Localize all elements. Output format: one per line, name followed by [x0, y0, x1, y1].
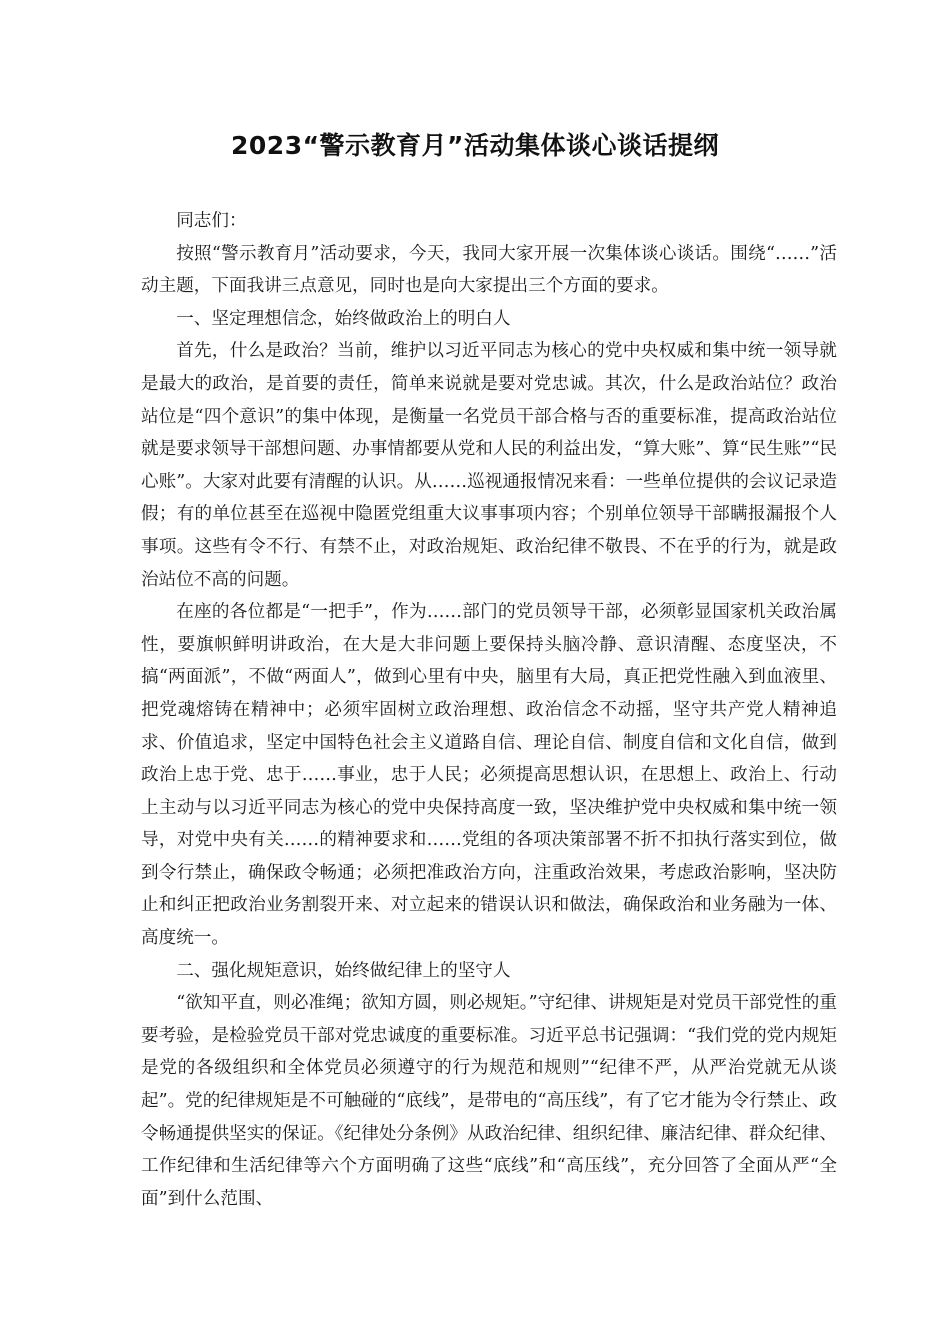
section-heading-2: 二、强化规矩意识，始终做纪律上的坚守人	[176, 960, 511, 981]
document-body	[141, 205, 837, 1215]
section-heading-1: 一、坚定理想信念，始终做政治上的明白人	[176, 308, 511, 329]
body-paragraph: “欲知平直，则必准绳；欲知方圆，则必规矩。”守纪律、讲规矩是对党员干部党性的重要考验，是检验党员干部对党忠诚度的重要标准。习近平总书记强调：“我们党的党内规矩是党的各级组织和全体党员必须遵守的行为规范和规则”“纪律不严，从严治党就无从谈起”。党的纪律规矩是不可触碰的“底线”，是带电的“高压线”，有了它才能为令行禁止、政令畅通提供坚实的保证。《纪律处分条例》从政治纪律、组织纪律、廉洁纪律、群众纪律、工作纪律和生活纪律等六个方面明确了这些“底线”和“高压线”，充分回答了全面从严“全面”到什么范围、	[141, 993, 837, 1209]
salutation-paragraph: 同志们：	[176, 211, 247, 231]
body-paragraph: 首先，什么是政治？当前，维护以习近平同志为核心的党中央权威和集中统一领导就是最大的政治，是首要的责任，简单来说就是要对党忠诚。其次，什么是政治站位？政治站位是“四个意识”的集中体现，是衡量一名党员干部合格与否的重要标准，提高政治站位就是要求领导干部想问题、办事情都要从党和人民的利益出发，“算大账”、算“民生账”“民心账”。大家对此要有清醒的认识。从……巡视通报情况来看：一些单位提供的会议记录造假；有的单位甚至在巡视中隐匿党组重大议事事项内容；个别单位领导干部瞒报漏报个人事项。这些有令不行、有禁不止，对政治规矩、政治纪律不敬畏、不在乎的行为，就是政治站位不高的问题。	[141, 341, 837, 590]
body-paragraph: 在座的各位都是“一把手”，作为……部门的党员领导干部，必须彰显国家机关政治属性，要旗帜鲜明讲政治，在大是大非问题上要保持头脑冷静、意识清醒、态度坚决，不搞“两面派”，不做“两面人”，做到心里有中央，脑里有大局，真正把党性融入到血液里、把党魂熔铸在精神中；必须牢固树立政治理想、政治信念不动摇，坚守共产党人精神追求、价值追求，坚定中国特色社会主义道路自信、理论自信、制度自信和文化自信，做到政治上忠于党、忠于……事业，忠于人民；必须提高思想认识，在思想上、政治上、行动上主动与以习近平同志为核心的党中央保持高度一致，坚决维护党中央权威和集中统一领导，对党中央有关……的精神要求和……党组的各项决策部署不折不扣执行落实到位，做到令行禁止，确保政令畅通；必须把准政治方向，注重政治效果，考虑政治影响，坚决防止和纠正把政治业务割裂开来、对立起来的错误认识和做法，确保政治和业务融为一体、高度统一。	[141, 602, 837, 949]
intro-paragraph: 按照“警示教育月”活动要求，今天，我同大家开展一次集体谈心谈话。围绕“……”活动主题，下面我讲三点意见，同时也是向大家提出三个方面的要求。	[141, 243, 837, 297]
document-title: 2023“警示教育月”活动集体谈心谈话提纲	[231, 131, 719, 160]
